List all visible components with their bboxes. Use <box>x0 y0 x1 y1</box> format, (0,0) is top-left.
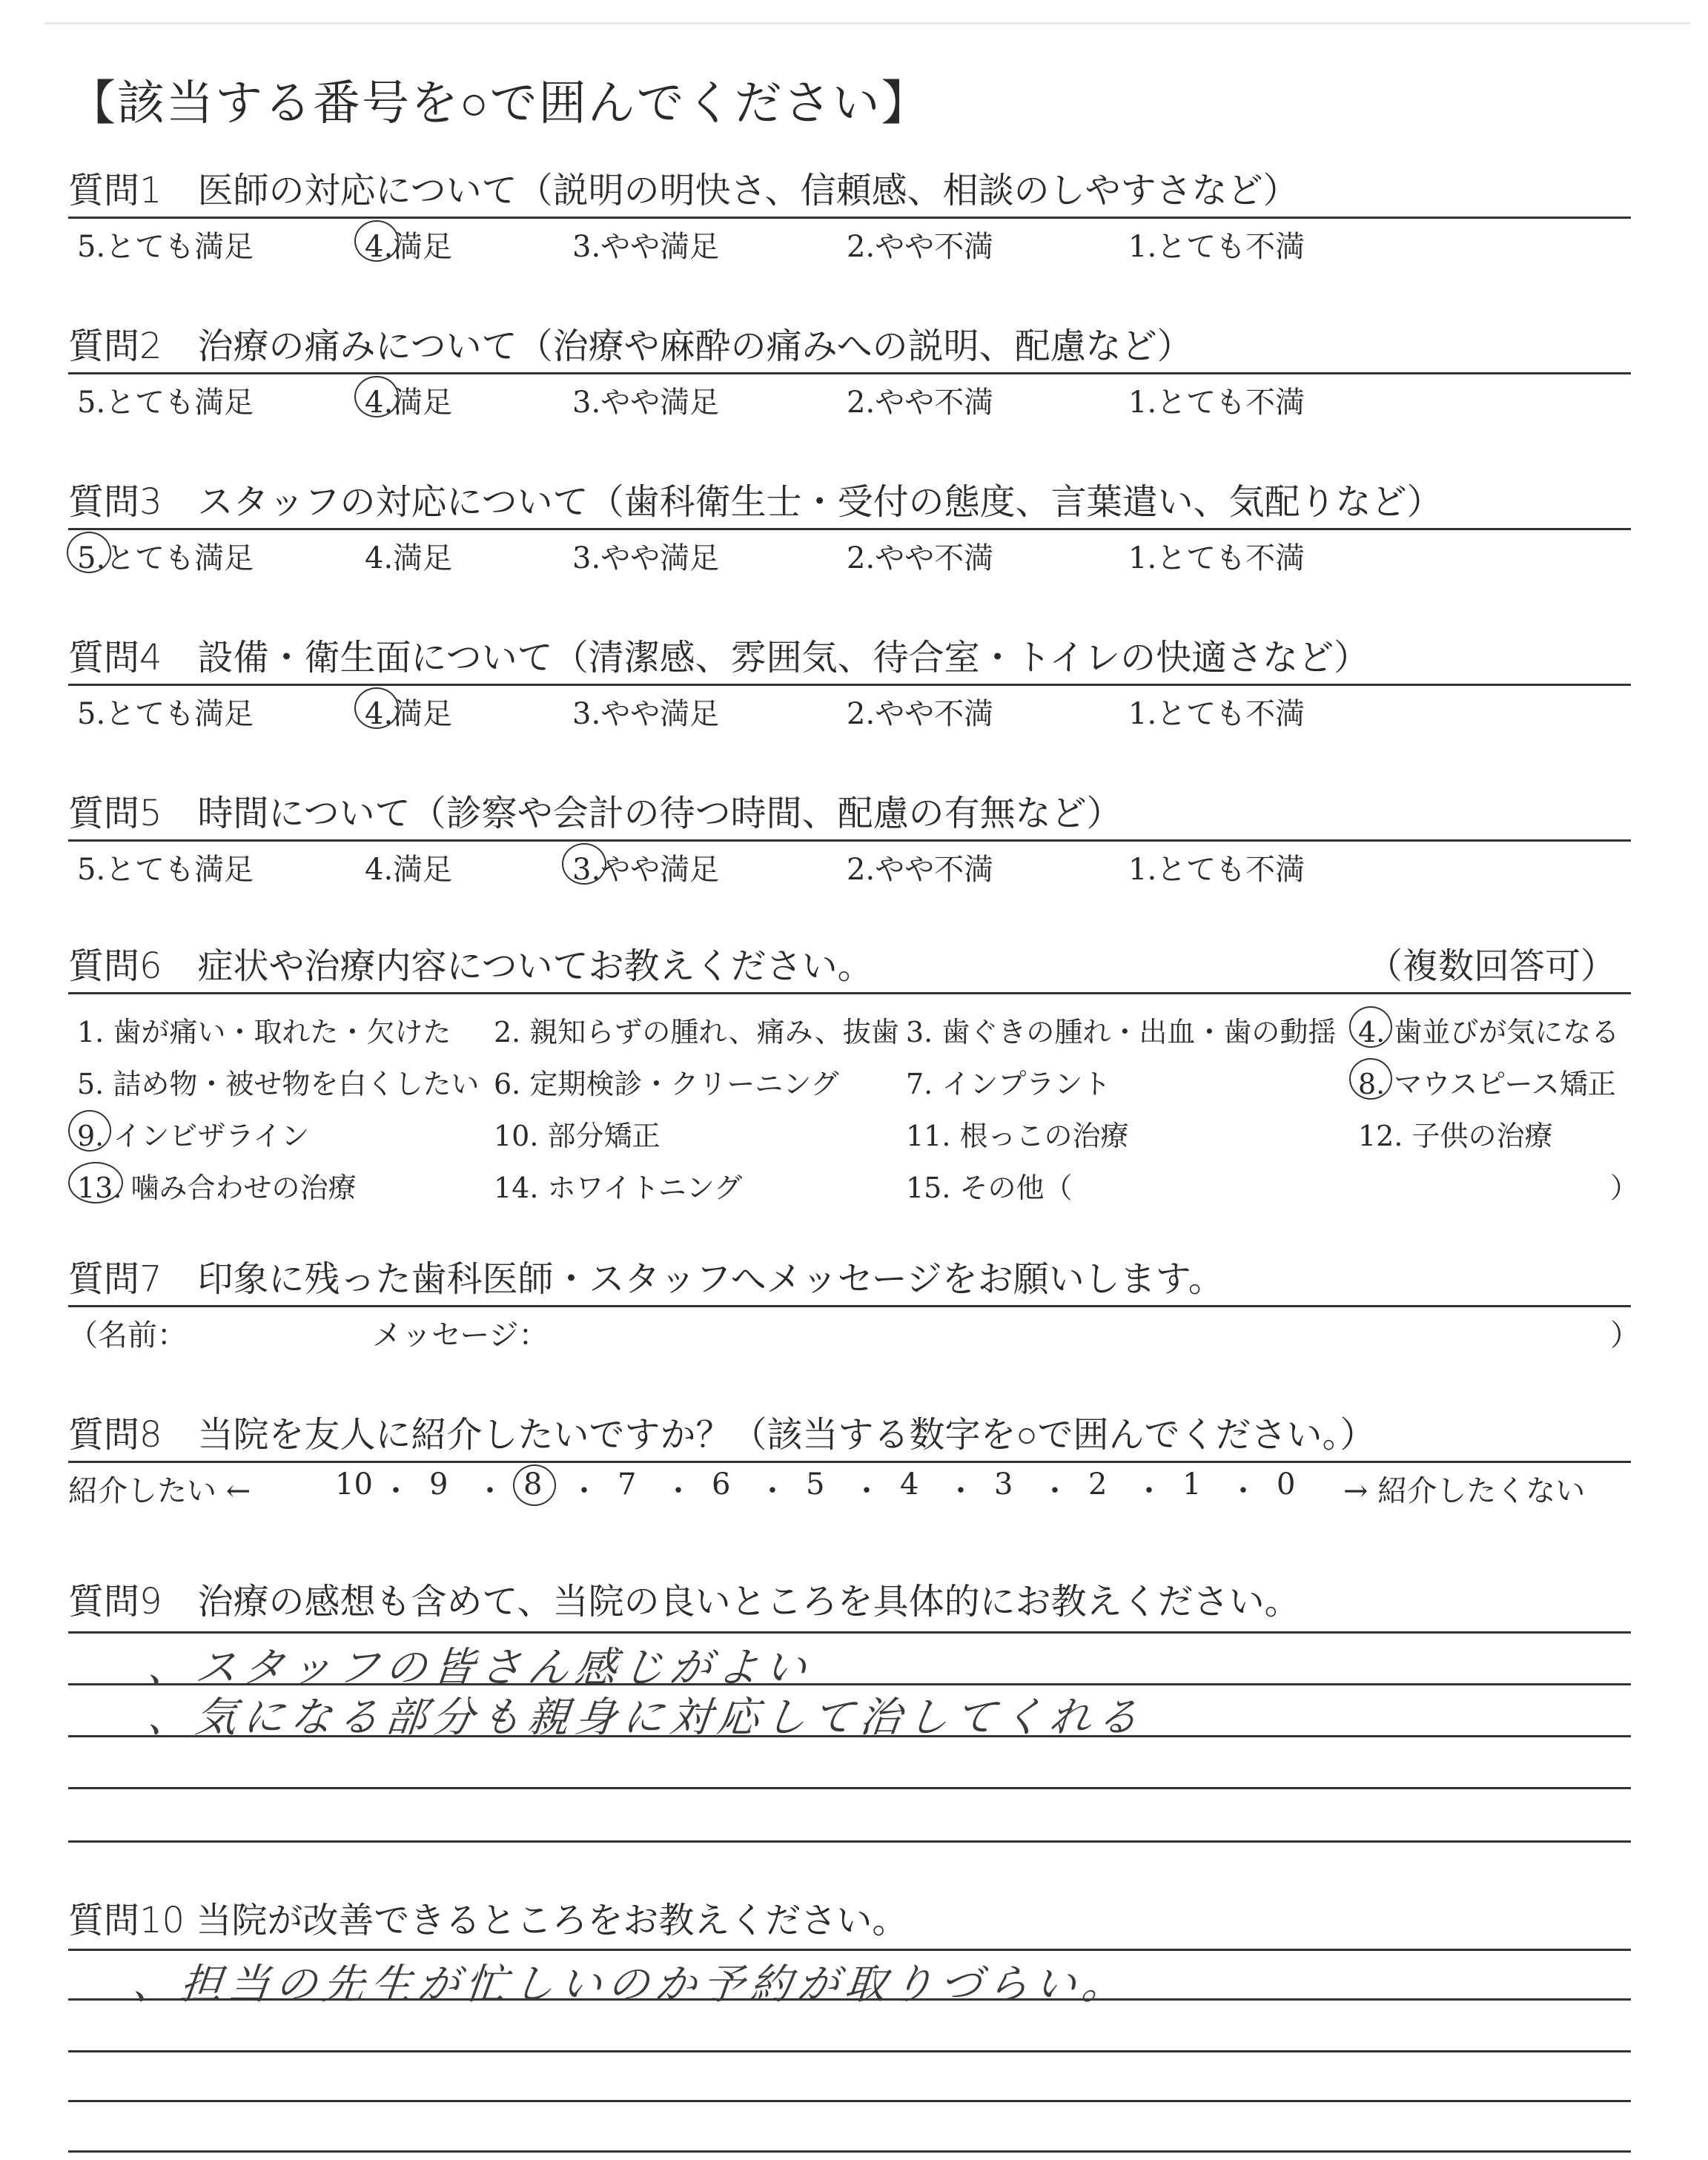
question-8 <box>68 1409 1631 1507</box>
selected-circle-mark <box>68 1162 123 1203</box>
rating-option[interactable]: 2.やや不満 <box>847 697 994 731</box>
answer-line <box>68 2050 1631 2052</box>
symptom-option[interactable]: 2. 親知らずの腫れ、痛み、抜歯 <box>494 1016 899 1048</box>
symptom-option[interactable]: 8. マウスピース矯正 <box>1358 1068 1616 1100</box>
question-title: 質問2 治療の痛みについて（治療や麻酔の痛みへの説明、配慮など） <box>68 326 1193 367</box>
selected-circle-mark <box>354 376 399 417</box>
message-close-paren: ） <box>1610 1318 1640 1353</box>
scale-separator-dot: ・ <box>758 1474 787 1508</box>
rating-options <box>68 219 1631 263</box>
rating-option[interactable]: 5.とても満足 <box>77 386 254 420</box>
symptom-option[interactable]: 5. 詰め物・被せ物を白くしたい <box>77 1068 480 1100</box>
rating-option[interactable]: 1.とても不満 <box>1128 541 1305 575</box>
rating-option[interactable]: 1.とても不満 <box>1128 697 1305 731</box>
selected-circle-mark <box>1349 1006 1392 1048</box>
symptom-option[interactable]: 7. インプラント <box>906 1068 1111 1100</box>
scale-separator-dot: ・ <box>1040 1474 1070 1508</box>
rating-options <box>68 374 1631 419</box>
recommend-scale-value[interactable]: 3 <box>994 1467 1013 1502</box>
question-6-title: 質問6 症状や治療内容についてお教えください。 <box>68 945 873 987</box>
question-7 <box>68 1253 1640 1353</box>
rating-option[interactable]: 4.満足 <box>365 230 453 264</box>
message-label: メッセージ： <box>372 1318 549 1353</box>
answer-line <box>68 2150 1631 2153</box>
recommend-right-label: → 紹介したくない <box>1343 1474 1586 1508</box>
scale-separator-dot: ・ <box>1228 1474 1258 1508</box>
other-close-paren: ） <box>1610 1172 1639 1204</box>
question-title: 質問5 時間について（診察や会計の待つ時間、配慮の有無など） <box>68 793 1122 834</box>
rating-option[interactable]: 5.とても満足 <box>77 697 254 731</box>
recommend-scale-value[interactable]: 10 <box>335 1467 373 1502</box>
question-2 <box>68 320 1631 419</box>
rating-option[interactable]: 5.とても満足 <box>77 541 254 575</box>
scale-separator-dot: ・ <box>569 1474 599 1508</box>
question-1 <box>68 165 1631 263</box>
rating-options <box>68 530 1631 575</box>
recommend-scale-value[interactable]: 2 <box>1088 1467 1108 1502</box>
rating-option[interactable]: 1.とても不満 <box>1128 853 1305 887</box>
recommend-scale-value[interactable]: 9 <box>429 1467 448 1502</box>
rating-option[interactable]: 3.やや満足 <box>572 697 720 731</box>
question-6 <box>68 940 1639 1209</box>
answer-line <box>68 2100 1631 2102</box>
rating-option[interactable]: 4.満足 <box>365 386 453 420</box>
selected-circle-mark <box>562 843 606 885</box>
recommend-left-label: 紹介したい ← <box>68 1474 251 1508</box>
recommend-scale-value[interactable]: 0 <box>1277 1467 1296 1502</box>
symptom-option[interactable]: 11. 根っこの治療 <box>906 1120 1129 1152</box>
question-3 <box>68 476 1631 575</box>
question-8-title: 質問8 当院を友人に紹介したいですか？（該当する数字を○で囲んでください。） <box>68 1414 1376 1456</box>
symptom-option[interactable]: 12. 子供の治療 <box>1358 1120 1553 1152</box>
recommend-scale-value[interactable]: 4 <box>900 1467 919 1502</box>
question-title: 質問1 医師の対応について（説明の明快さ、信頼感、相談のしやすさなど） <box>68 170 1299 211</box>
selected-circle-mark <box>354 220 399 262</box>
rating-option[interactable]: 3.やや満足 <box>572 853 720 887</box>
selected-circle-mark <box>67 532 111 573</box>
rating-option[interactable]: 3.やや満足 <box>572 386 720 420</box>
question-9-title: 質問9 治療の感想も含めて、当院の良いところを具体的にお教えください。 <box>68 1581 1300 1622</box>
scale-separator-dot: ・ <box>946 1474 976 1508</box>
selected-circle-mark <box>513 1464 556 1506</box>
rating-option[interactable]: 1.とても不満 <box>1128 386 1305 420</box>
symptom-option[interactable]: 13. 噛み合わせの治療 <box>77 1172 357 1204</box>
handwritten-answer: 、担当の先生が忙しいのか予約が取りづらい。 <box>130 1961 1132 2009</box>
symptom-option[interactable]: 6. 定期検診・クリーニング <box>494 1068 839 1100</box>
name-label: （名前： <box>68 1318 187 1353</box>
scale-separator-dot: ・ <box>663 1474 693 1508</box>
question-5 <box>68 787 1631 886</box>
rating-option[interactable]: 4.満足 <box>365 541 453 575</box>
rating-option[interactable]: 4.満足 <box>365 697 453 731</box>
rating-option[interactable]: 4.満足 <box>365 853 453 887</box>
symptom-option[interactable]: 1. 歯が痛い・取れた・欠けた <box>77 1016 451 1048</box>
rating-option[interactable]: 1.とても不満 <box>1128 230 1305 264</box>
symptom-option[interactable]: 3. 歯ぐきの腫れ・出血・歯の動揺 <box>906 1016 1337 1048</box>
recommend-scale-value[interactable]: 8 <box>523 1467 543 1502</box>
scale-separator-dot: ・ <box>852 1474 881 1508</box>
question-10-title: 質問10 当院が改善できるところをお教えください。 <box>68 1900 908 1941</box>
recommend-scale-value[interactable]: 7 <box>618 1467 637 1502</box>
rating-options <box>68 842 1631 886</box>
symptom-option[interactable]: 15. その他（ <box>906 1172 1073 1204</box>
selected-circle-mark <box>68 1110 111 1152</box>
rating-option[interactable]: 5.とても満足 <box>77 853 254 887</box>
question-4 <box>68 632 1631 730</box>
rating-option[interactable]: 2.やや不満 <box>847 230 994 264</box>
rating-option[interactable]: 2.やや不満 <box>847 541 994 575</box>
scale-separator-dot: ・ <box>1134 1474 1164 1508</box>
selected-circle-mark <box>354 687 399 729</box>
question-7-title: 質問7 印象に残った歯科医師・スタッフへメッセージをお願いします。 <box>68 1258 1224 1300</box>
recommend-scale-value[interactable]: 1 <box>1182 1467 1202 1502</box>
symptom-option[interactable]: 9. インビザライン <box>77 1120 310 1152</box>
symptom-option[interactable]: 10. 部分矯正 <box>494 1120 661 1152</box>
answer-line <box>68 1840 1631 1843</box>
question-9 <box>68 1576 1631 1628</box>
scale-separator-dot: ・ <box>381 1474 411 1508</box>
answer-line <box>68 1787 1631 1789</box>
rating-options <box>68 686 1631 730</box>
handwritten-answer: 、スタッフの皆さん感じがよい <box>145 1644 815 1692</box>
form-heading: 【該当する番号を○で囲んでください】 <box>68 76 930 131</box>
multiple-answer-note: （複数回答可） <box>1366 945 1616 987</box>
recommend-scale-value[interactable]: 6 <box>712 1467 731 1502</box>
rating-option[interactable]: 3.やや満足 <box>572 230 720 264</box>
scale-separator-dot: ・ <box>475 1474 505 1508</box>
rating-option[interactable]: 3.やや満足 <box>572 541 720 575</box>
rating-option[interactable]: 2.やや不満 <box>847 853 994 887</box>
symptom-option[interactable]: 14. ホワイトニング <box>494 1172 743 1204</box>
question-10 <box>68 1895 1631 1946</box>
rating-option[interactable]: 5.とても満足 <box>77 230 254 264</box>
answer-line <box>68 1949 1631 1951</box>
symptom-option[interactable]: 4. 歯並びが気になる <box>1358 1016 1620 1048</box>
selected-circle-mark <box>1349 1058 1392 1100</box>
question-title: 質問3 スタッフの対応について（歯科衛生士・受付の態度、言葉遣い、気配りなど） <box>68 481 1443 523</box>
recommend-scale-value[interactable]: 5 <box>806 1467 825 1502</box>
answer-line <box>68 1631 1631 1634</box>
handwritten-answer: 、気になる部分も親身に対応して治してくれる <box>145 1694 1147 1742</box>
top-edge <box>44 22 1690 24</box>
question-title: 質問4 設備・衛生面について（清潔感、雰囲気、待合室・トイレの快適さなど） <box>68 637 1370 678</box>
symptom-options <box>68 994 1639 1209</box>
rating-option[interactable]: 2.やや不満 <box>847 386 994 420</box>
